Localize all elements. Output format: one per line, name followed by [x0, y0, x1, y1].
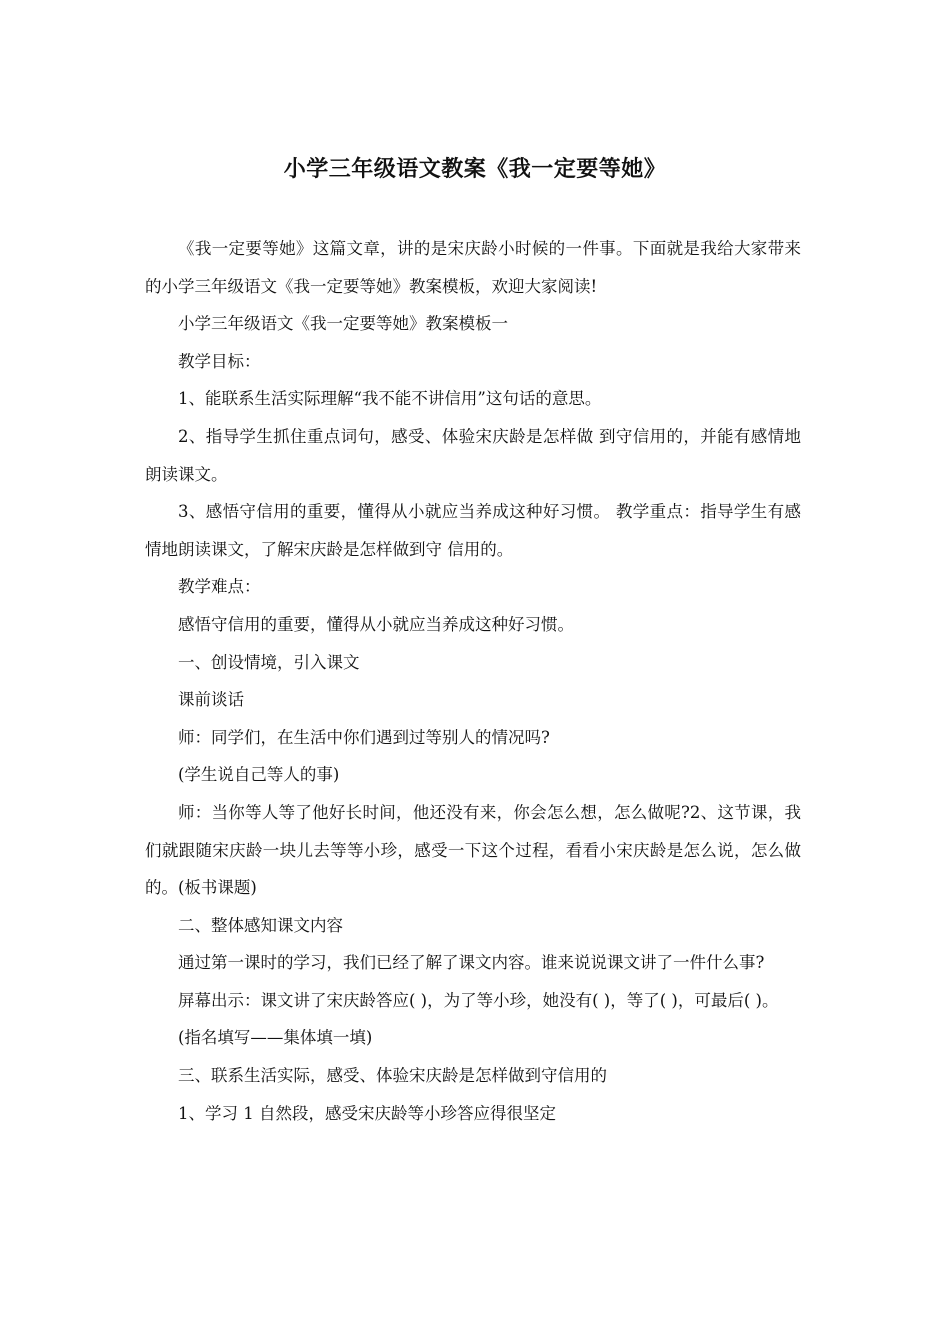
- paragraph: 教学目标：: [178, 351, 261, 371]
- document-body: [145, 230, 801, 1132]
- paragraph: 师：当你等人等了他好长时间，他还没有来，你会怎么想，怎么做呢?2、这节课，我们就跟随宋庆龄一块儿去等等小珍，感受一下这个过程，看看小宋庆龄是怎么说，怎么做的。(板书课题): [145, 802, 801, 898]
- paragraph: 师：同学们，在生活中你们遇到过等别人的情况吗?: [178, 727, 550, 747]
- paragraph: 三、联系生活实际，感受、体验宋庆龄是怎样做到守信用的: [178, 1066, 607, 1086]
- paragraph: 感悟守信用的重要，懂得从小就应当养成这种好习惯。: [178, 614, 574, 634]
- paragraph: 课前谈话: [178, 690, 244, 710]
- paragraph: 屏幕出示：课文讲了宋庆龄答应( )，为了等小珍，她没有( )，等了( )，可最后( )。: [178, 990, 779, 1010]
- paragraph: 《我一定要等她》这篇文章，讲的是宋庆龄小时候的一件事。下面就是我给大家带来的小学三年级语文《我一定要等她》教案模板，欢迎大家阅读!: [145, 239, 801, 296]
- paragraph: 二、整体感知课文内容: [178, 915, 343, 935]
- paragraph: 1、能联系生活实际理解“我不能不讲信用”这句话的意思。: [178, 389, 602, 409]
- paragraph: 通过第一课时的学习，我们已经了解了课文内容。谁来说说课文讲了一件什么事?: [178, 953, 765, 973]
- paragraph: 小学三年级语文《我一定要等她》教案模板一: [178, 314, 508, 334]
- paragraph: 教学难点：: [178, 577, 261, 597]
- paragraph: 3、感悟守信用的重要，懂得从小就应当养成这种好习惯。 教学重点：指导学生有感情地朗读课文，了解宋庆龄是怎样做到守 信用的。: [145, 502, 801, 559]
- paragraph: (指名填写——集体填一填): [178, 1028, 373, 1048]
- paragraph: 1、学习 1 自然段，感受宋庆龄等小珍答应得很坚定: [178, 1103, 556, 1123]
- document-title: 小学三年级语文教案《我一定要等她》: [283, 157, 667, 182]
- paragraph: 2、指导学生抓住重点词句，感受、体验宋庆龄是怎样做 到守信用的，并能有感情地朗读课文。: [145, 426, 801, 484]
- paragraph: 一、创设情境，引入课文: [178, 652, 360, 672]
- paragraph: (学生说自己等人的事): [178, 765, 340, 785]
